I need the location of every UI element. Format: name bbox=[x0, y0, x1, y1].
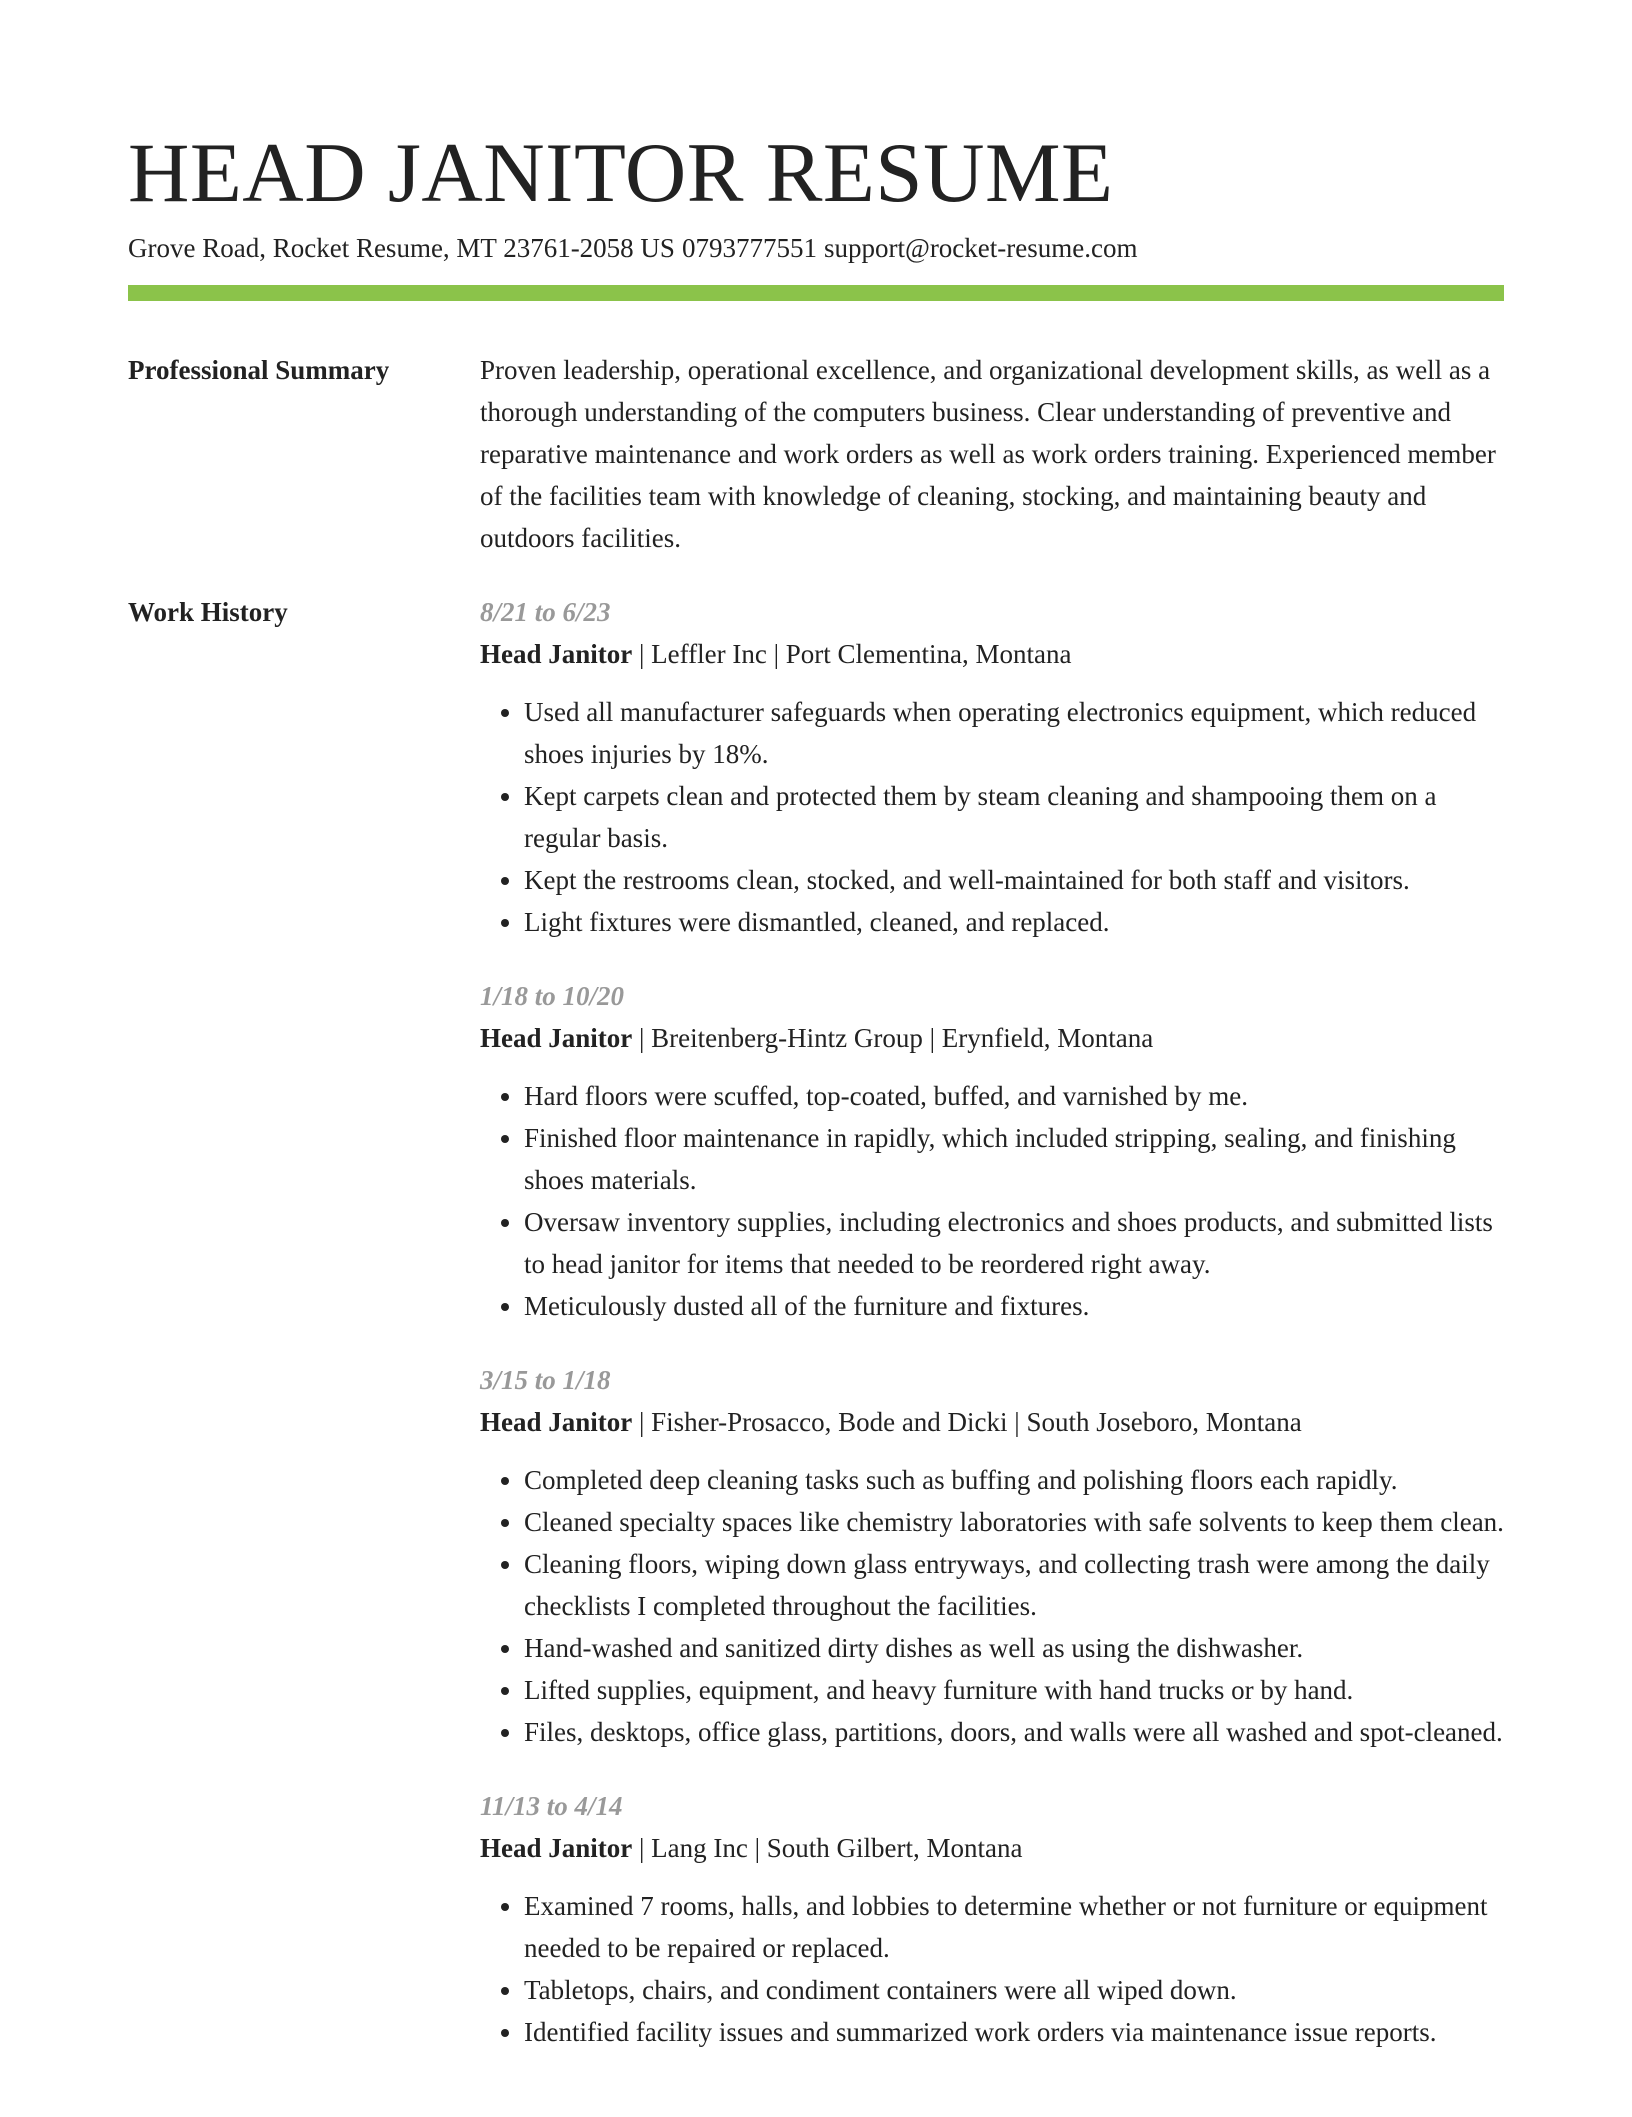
job-bullets bbox=[480, 1459, 1504, 1753]
job-entry bbox=[480, 1785, 1504, 2053]
work-history-section bbox=[128, 591, 1504, 2085]
job-bullet: • Hard floors were scuffed, top-coated, buffed, and varnished by me. bbox=[524, 1075, 1504, 1117]
resume-content bbox=[128, 349, 1504, 2117]
job-bullet: • Used all manufacturer safeguards when operating electronics equipment, which reduced shoes injuries by 18%. bbox=[524, 691, 1504, 775]
job-bullets bbox=[480, 1075, 1504, 1327]
resume-title: HEAD JANITOR RESUME bbox=[128, 126, 1114, 220]
job-title: Head Janitor bbox=[480, 639, 633, 669]
job-bullets bbox=[480, 1885, 1504, 2053]
summary-heading: Professional Summary bbox=[128, 355, 390, 385]
job-entry bbox=[480, 1359, 1504, 1753]
job-details: | Breitenberg-Hintz Group | Erynfield, Montana bbox=[632, 1023, 1154, 1053]
job-bullet: • Meticulously dusted all of the furniture and fixtures. bbox=[524, 1285, 1504, 1327]
job-bullet: • Finished floor maintenance in rapidly, which included stripping, sealing, and finishing shoes materials. bbox=[524, 1117, 1504, 1201]
summary-section bbox=[128, 349, 1504, 559]
job-bullet: • Examined 7 rooms, halls, and lobbies to determine whether or not furniture or equipment needed to be repaired or replaced. bbox=[524, 1885, 1504, 1969]
work-history-list bbox=[480, 591, 1504, 2085]
job-bullet: • Light fixtures were dismantled, cleaned, and replaced. bbox=[524, 901, 1504, 943]
contact-line bbox=[128, 230, 1137, 266]
job-bullet: • Tabletops, chairs, and condiment containers were all wiped down. bbox=[524, 1969, 1504, 2011]
job-bullet: • Cleaning floors, wiping down glass entryways, and collecting trash were among the daily checklists I completed throughout the facilities. bbox=[524, 1543, 1504, 1627]
contact-email[interactable]: support@rocket-resume.com bbox=[823, 233, 1138, 263]
job-date: 1/18 to 10/20 bbox=[480, 981, 625, 1011]
job-title: Head Janitor bbox=[480, 1407, 633, 1437]
job-bullet: • Lifted supplies, equipment, and heavy furniture with hand trucks or by hand. bbox=[524, 1669, 1504, 1711]
job-details: | Fisher-Prosacco, Bode and Dicki | South Joseboro, Montana bbox=[632, 1407, 1302, 1437]
job-heading bbox=[480, 1401, 1504, 1443]
job-bullet: • Files, desktops, office glass, partitions, doors, and walls were all washed and spot-cleaned. bbox=[524, 1711, 1504, 1753]
job-heading bbox=[480, 1827, 1504, 1869]
job-date: 3/15 to 1/18 bbox=[480, 1365, 611, 1395]
header-divider bbox=[128, 285, 1504, 301]
job-details: | Leffler Inc | Port Clementina, Montana bbox=[632, 639, 1072, 669]
job-title: Head Janitor bbox=[480, 1833, 633, 1863]
job-bullet: • Kept carpets clean and protected them by steam cleaning and shampooing them on a regular basis. bbox=[524, 775, 1504, 859]
job-title: Head Janitor bbox=[480, 1023, 633, 1053]
job-bullets bbox=[480, 691, 1504, 943]
job-bullet: • Kept the restrooms clean, stocked, and well-maintained for both staff and visitors. bbox=[524, 859, 1504, 901]
job-date: 11/13 to 4/14 bbox=[480, 1791, 623, 1821]
job-bullet: • Cleaned specialty spaces like chemistry laboratories with safe solvents to keep them clean. bbox=[524, 1501, 1504, 1543]
job-bullet: • Oversaw inventory supplies, including electronics and shoes products, and submitted lists to head janitor for items that needed to be reordered right away. bbox=[524, 1201, 1504, 1285]
job-entry bbox=[480, 975, 1504, 1327]
job-heading bbox=[480, 633, 1504, 675]
job-bullet: • Hand-washed and sanitized dirty dishes as well as using the dishwasher. bbox=[524, 1627, 1504, 1669]
contact-address: Grove Road, Rocket Resume, MT 23761-2058 US bbox=[128, 233, 675, 263]
summary-text: Proven leadership, operational excellence, and organizational development skills, as well as a thorough understanding of the computers business. Clear understanding of preventive and reparative maintenance and work orders as well as work orders training. Experienced member of the facilities team with knowledge of cleaning, stocking, and maintaining beauty and outdoors facilities. bbox=[480, 355, 1496, 553]
job-details: | Lang Inc | South Gilbert, Montana bbox=[632, 1833, 1023, 1863]
job-heading bbox=[480, 1017, 1504, 1059]
job-bullet: • Completed deep cleaning tasks such as buffing and polishing floors each rapidly. bbox=[524, 1459, 1504, 1501]
job-bullet: • Identified facility issues and summarized work orders via maintenance issue reports. bbox=[524, 2011, 1504, 2053]
job-date: 8/21 to 6/23 bbox=[480, 597, 611, 627]
job-entry bbox=[480, 591, 1504, 943]
contact-phone: 0793777551 bbox=[681, 233, 817, 263]
work-history-heading: Work History bbox=[128, 597, 288, 627]
